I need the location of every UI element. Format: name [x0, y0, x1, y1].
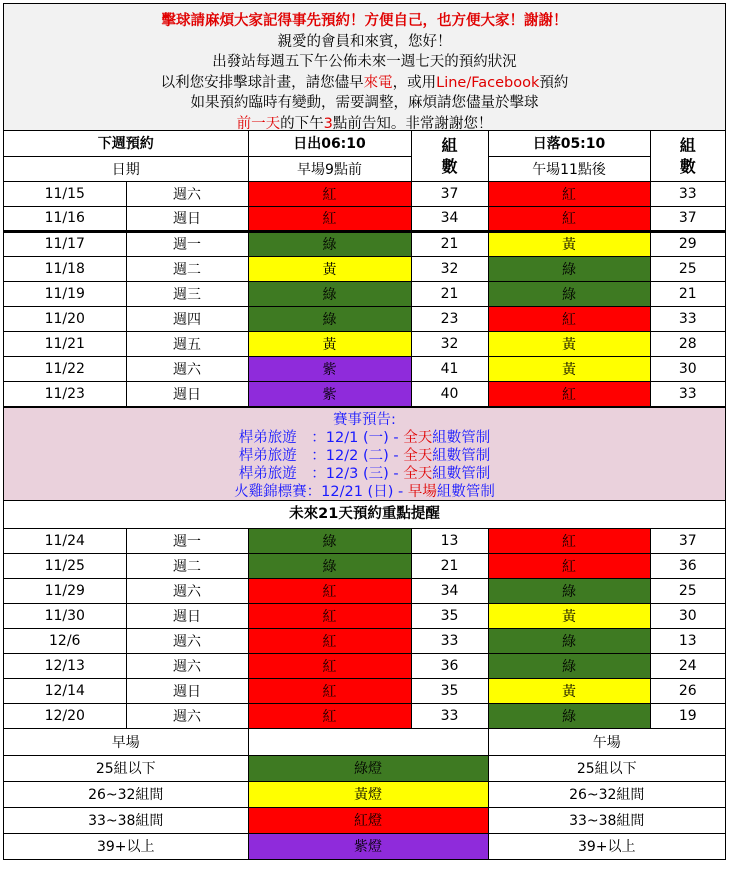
date-cell: 11/30 [4, 604, 126, 629]
legend-pm-range: 33~38組間 [488, 807, 725, 833]
table-row [4, 356, 725, 381]
event-notice [4, 407, 725, 501]
pm-status-cell: 綠 [488, 629, 650, 654]
social-text: Line/Facebook [436, 74, 540, 91]
legend-row [4, 755, 725, 781]
week-table [4, 131, 725, 407]
pm-status-cell: 紅 [488, 306, 650, 331]
date-cell: 12/13 [4, 654, 126, 679]
pm-status-cell: 黃 [488, 356, 650, 381]
event-3-scope: 全天 [403, 465, 433, 482]
am-status-cell: 紅 [248, 679, 411, 704]
am-groups-header [411, 131, 488, 181]
pm-status-cell: 黃 [488, 331, 650, 356]
thanks-text: 點前告知。非常謝謝您！ [332, 115, 493, 132]
table-row [4, 554, 725, 579]
pm-groups-cell: 29 [650, 231, 725, 256]
date-cell: 11/23 [4, 381, 126, 406]
event-4-text: 火雞錦標賽：12/21 (日) - [234, 483, 408, 500]
legend-pm-label: 午場 [488, 729, 725, 755]
legend-row [4, 781, 725, 807]
weekday-cell: 週六 [126, 654, 248, 679]
pm-groups-cell: 25 [650, 579, 725, 604]
legend-light: 紫燈 [248, 833, 488, 859]
event-title: 賽事預告: [333, 411, 396, 428]
pm-groups-header [650, 131, 725, 181]
legend-blank [248, 729, 488, 755]
date-cell: 11/17 [4, 231, 126, 256]
am-groups-cell: 34 [411, 579, 488, 604]
event-2-rule: 組數管制 [432, 447, 491, 464]
pm-groups-cell: 33 [650, 181, 725, 206]
pm-groups-cell: 30 [650, 356, 725, 381]
weekday-cell: 週日 [126, 206, 248, 231]
pm-status-cell: 黃 [488, 231, 650, 256]
legend-light: 綠燈 [248, 755, 488, 781]
weekday-cell: 週三 [126, 281, 248, 306]
am-groups-cell: 23 [411, 306, 488, 331]
pm-status-cell: 紅 [488, 206, 650, 231]
hour-text: 3 [323, 115, 333, 132]
pm-groups-cell: 33 [650, 306, 725, 331]
table-row [4, 629, 725, 654]
weekday-cell: 週六 [126, 356, 248, 381]
week-label: 下週預約 [4, 131, 248, 156]
am-status-cell: 紫 [248, 356, 411, 381]
legend-am-range: 25組以下 [4, 755, 248, 781]
date-cell: 11/20 [4, 306, 126, 331]
pm-status-cell: 綠 [488, 579, 650, 604]
sunset-label: 日落05:10 [488, 131, 650, 156]
am-groups-cell: 36 [411, 654, 488, 679]
legend-table [4, 729, 725, 859]
date-cell: 11/19 [4, 281, 126, 306]
am-status-cell: 綠 [248, 554, 411, 579]
event-4-scope: 早場 [407, 483, 437, 500]
pm-groups-cell: 36 [650, 554, 725, 579]
table-row [4, 306, 725, 331]
pm-groups-cell: 25 [650, 256, 725, 281]
groups-char-1: 組 [441, 135, 458, 155]
pm-groups-cell: 30 [650, 604, 725, 629]
am-groups-cell: 21 [411, 281, 488, 306]
legend-pm-range: 25組以下 [488, 755, 725, 781]
pm-status-cell: 綠 [488, 704, 650, 729]
day-before-text: 前一天 [236, 115, 281, 132]
am-groups-cell: 37 [411, 181, 488, 206]
legend-row [4, 833, 725, 859]
weekday-cell: 週日 [126, 381, 248, 406]
date-cell: 11/25 [4, 554, 126, 579]
event-2-text: 桿弟旅遊 ：12/2 (二) - [238, 447, 404, 464]
table-row [4, 281, 725, 306]
change-line: 如果預約臨時有變動，需要調整，麻煩請您儘量於擊球 [190, 95, 539, 111]
weekday-cell: 週六 [126, 704, 248, 729]
legend-row [4, 807, 725, 833]
pm-status-cell: 綠 [488, 281, 650, 306]
week-head-row-1 [4, 131, 725, 156]
date-cell: 12/6 [4, 629, 126, 654]
am-status-cell: 紅 [248, 654, 411, 679]
am-groups-cell: 13 [411, 529, 488, 554]
event-4-rule: 組數管制 [436, 483, 495, 500]
table-row [4, 579, 725, 604]
pm-groups-cell: 19 [650, 704, 725, 729]
table-row [4, 206, 725, 231]
table-row [4, 604, 725, 629]
weekday-cell: 週六 [126, 181, 248, 206]
weekday-cell: 週四 [126, 306, 248, 331]
am-groups-cell: 21 [411, 554, 488, 579]
date-cell: 12/14 [4, 679, 126, 704]
am-status-cell: 綠 [248, 231, 411, 256]
table-row [4, 256, 725, 281]
pm-groups-cell: 26 [650, 679, 725, 704]
afternoon-text: 的下午 [280, 115, 324, 132]
weekday-cell: 週日 [126, 604, 248, 629]
event-1-scope: 全天 [403, 429, 433, 446]
sunrise-label: 日出06:10 [248, 131, 411, 156]
weekday-cell: 週六 [126, 579, 248, 604]
am-status-cell: 綠 [248, 529, 411, 554]
pm-groups-cell: 21 [650, 281, 725, 306]
event-1-rule: 組數管制 [432, 429, 491, 446]
pm-groups-cell: 28 [650, 331, 725, 356]
date-cell: 11/15 [4, 181, 126, 206]
call-text: 來電 [363, 74, 393, 91]
table-row [4, 654, 725, 679]
event-4 [4, 483, 725, 501]
pm-groups-cell: 24 [650, 654, 725, 679]
pm-status-cell: 紅 [488, 181, 650, 206]
am-groups-cell: 32 [411, 331, 488, 356]
am-status-cell: 綠 [248, 306, 411, 331]
am-groups-cell: 41 [411, 356, 488, 381]
reservation-sheet [3, 3, 726, 860]
pm-status-cell: 紅 [488, 529, 650, 554]
groups-char-4: 數 [679, 156, 696, 176]
date-cell: 11/29 [4, 579, 126, 604]
table-row [4, 704, 725, 729]
weekday-cell: 週一 [126, 529, 248, 554]
date-cell: 11/22 [4, 356, 126, 381]
notice-title: 擊球請麻煩大家記得事先預約！方便自己，也方便大家！謝謝！ [161, 13, 568, 29]
contact-text: 以利您安排擊球計畫，請您儘早 [160, 74, 364, 91]
event-3-rule: 組數管制 [432, 465, 491, 482]
weekday-cell: 週六 [126, 629, 248, 654]
am-status-cell: 紫 [248, 381, 411, 406]
legend-light: 黃燈 [248, 781, 488, 807]
date-cell: 11/18 [4, 256, 126, 281]
greeting-line: 親愛的會員和來賓，您好！ [277, 33, 452, 50]
event-3-text: 桿弟旅遊 ：12/3 (三) - [238, 465, 404, 482]
am-status-cell: 紅 [248, 704, 411, 729]
date-cell: 11/24 [4, 529, 126, 554]
legend-am-range: 39+以上 [4, 833, 248, 859]
legend-light: 紅燈 [248, 807, 488, 833]
morning-label: 早場9點前 [248, 156, 411, 181]
am-status-cell: 紅 [248, 604, 411, 629]
am-groups-cell: 32 [411, 256, 488, 281]
reserve-text: 預約 [539, 74, 569, 91]
pm-status-cell: 綠 [488, 654, 650, 679]
weekday-cell: 週日 [126, 679, 248, 704]
weekday-cell: 週五 [126, 331, 248, 356]
pm-groups-cell: 13 [650, 629, 725, 654]
am-status-cell: 紅 [248, 579, 411, 604]
event-1-text: 桿弟旅遊 ：12/1 (一) - [238, 429, 404, 446]
date-cell: 12/20 [4, 704, 126, 729]
pm-groups-cell: 33 [650, 381, 725, 406]
legend-pm-range: 26~32組間 [488, 781, 725, 807]
event-2-scope: 全天 [403, 447, 433, 464]
legend-pm-range: 39+以上 [488, 833, 725, 859]
contact-line [4, 73, 725, 94]
weekday-cell: 週二 [126, 554, 248, 579]
am-groups-cell: 21 [411, 231, 488, 256]
future-title: 未來21天預約重點提醒 [4, 501, 725, 529]
am-groups-cell: 35 [411, 679, 488, 704]
date-cell: 11/21 [4, 331, 126, 356]
table-row [4, 381, 725, 406]
legend-am-range: 26~32組間 [4, 781, 248, 807]
am-status-cell: 紅 [248, 181, 411, 206]
event-1 [4, 429, 725, 447]
table-row [4, 181, 725, 206]
event-2 [4, 447, 725, 465]
am-groups-cell: 34 [411, 206, 488, 231]
pm-status-cell: 紅 [488, 381, 650, 406]
date-cell: 11/16 [4, 206, 126, 231]
am-status-cell: 紅 [248, 629, 411, 654]
afternoon-label: 午場11點後 [488, 156, 650, 181]
am-status-cell: 綠 [248, 281, 411, 306]
date-label: 日期 [4, 156, 248, 181]
weekday-cell: 週二 [126, 256, 248, 281]
pm-groups-cell: 37 [650, 206, 725, 231]
notice-header [4, 4, 725, 131]
pm-groups-cell: 37 [650, 529, 725, 554]
am-groups-cell: 33 [411, 629, 488, 654]
table-row [4, 679, 725, 704]
table-row [4, 529, 725, 554]
legend-am-range: 33~38組間 [4, 807, 248, 833]
future-table [4, 529, 725, 730]
weekday-cell: 週一 [126, 231, 248, 256]
table-row [4, 331, 725, 356]
am-status-cell: 紅 [248, 206, 411, 231]
am-status-cell: 黃 [248, 331, 411, 356]
pm-status-cell: 綠 [488, 256, 650, 281]
contact-text-2: ，或用 [392, 74, 437, 91]
event-3 [4, 465, 725, 483]
legend-am-label: 早場 [4, 729, 248, 755]
table-row [4, 231, 725, 256]
am-groups-cell: 40 [411, 381, 488, 406]
pm-status-cell: 黃 [488, 679, 650, 704]
am-groups-cell: 33 [411, 704, 488, 729]
week-head-row-2 [4, 156, 725, 181]
groups-char-2: 數 [441, 156, 458, 176]
pm-status-cell: 黃 [488, 604, 650, 629]
legend-head-row [4, 729, 725, 755]
groups-char-3: 組 [679, 135, 696, 155]
pm-status-cell: 紅 [488, 554, 650, 579]
schedule-line: 出發站每週五下午公佈未來一週七天的預約狀況 [212, 54, 517, 70]
am-groups-cell: 35 [411, 604, 488, 629]
am-status-cell: 黃 [248, 256, 411, 281]
